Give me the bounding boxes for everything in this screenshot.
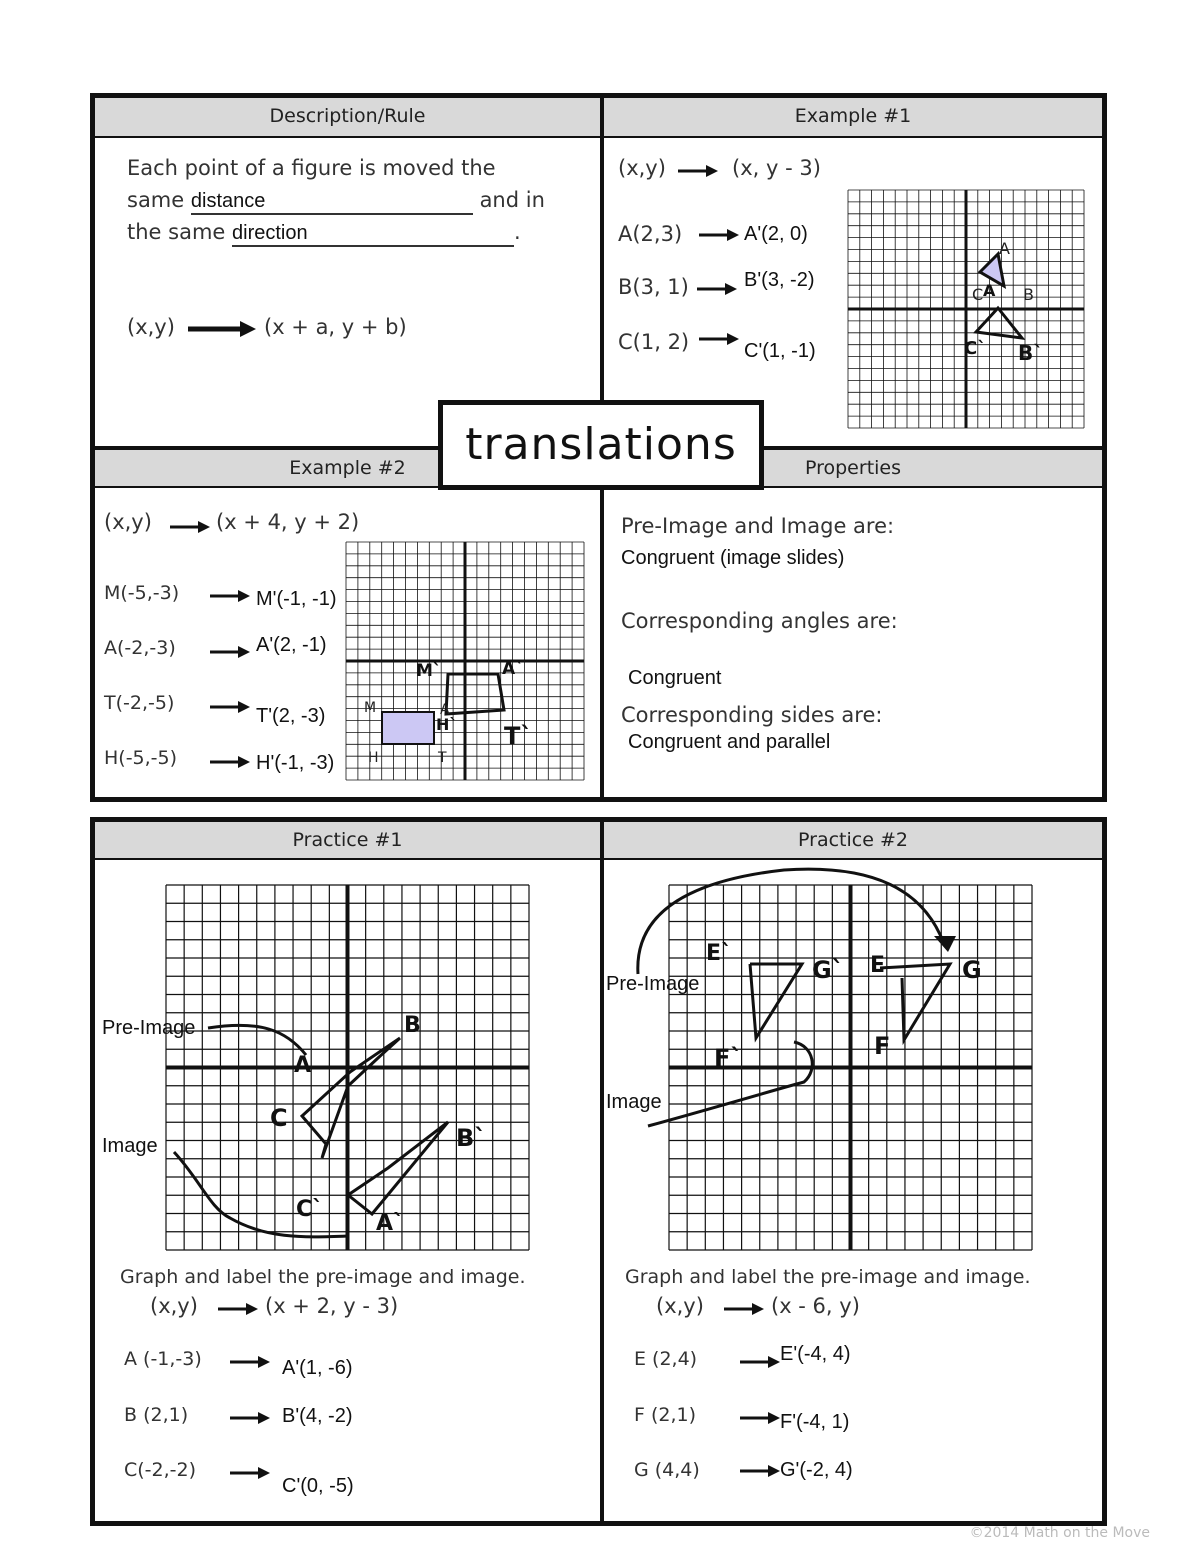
description-rule-arrow-icon bbox=[186, 318, 258, 340]
example2-row0-image: M'(-1, -1) bbox=[256, 588, 337, 610]
practice2-translation-arrow-curve bbox=[638, 869, 944, 974]
description-line2 bbox=[127, 188, 545, 215]
practice1-label-c: C bbox=[270, 1104, 288, 1132]
example2-row3-image: H'(-1, -3) bbox=[256, 752, 335, 774]
description-line2-suffix: and in bbox=[479, 188, 545, 212]
properties-a2: Congruent bbox=[628, 667, 722, 689]
example2-label-t-prime: T` bbox=[504, 722, 533, 750]
direction-blank bbox=[232, 220, 514, 247]
practice1-graph-marks bbox=[90, 860, 600, 1260]
example2-header: Example #2 bbox=[95, 450, 600, 488]
example1-label-b-prime: B` bbox=[1018, 341, 1044, 365]
practice1-label-a-prime: A` bbox=[376, 1211, 405, 1236]
practice2-row0-pre: E (2,4) bbox=[634, 1348, 698, 1370]
properties-a1: Congruent (image slides) bbox=[621, 547, 845, 569]
description-rule-left: (x,y) bbox=[127, 315, 175, 339]
example1-header: Example #1 bbox=[604, 98, 1102, 138]
practice1-row1-pre: B (2,1) bbox=[124, 1404, 189, 1426]
practice2-rule-arrow-icon bbox=[722, 1300, 766, 1318]
practice2-label-f-prime: F` bbox=[714, 1044, 743, 1072]
practice2-instruction: Graph and label the pre-image and image. bbox=[625, 1266, 1031, 1288]
example1-rule-arrow-icon bbox=[676, 162, 720, 180]
practice1-row1-image: B'(4, -2) bbox=[282, 1405, 353, 1427]
practice1-label-b: B bbox=[404, 1013, 421, 1038]
example1-row2-pre: C(1, 2) bbox=[618, 330, 690, 354]
example1-row2-arrow-icon bbox=[697, 330, 741, 348]
practice1-preimage-arrow-curve bbox=[208, 1025, 306, 1055]
description-line1: Each point of a figure is moved the bbox=[127, 156, 496, 180]
practice1-image-shape bbox=[348, 1122, 448, 1214]
practice2-row1-image: F'(-4, 1) bbox=[780, 1411, 850, 1433]
example1-row0-pre: A(2,3) bbox=[618, 222, 683, 246]
direction-answer: direction bbox=[232, 222, 308, 244]
description-header: Description/Rule bbox=[95, 98, 600, 138]
practice2-row0-image: E'(-4, 4) bbox=[780, 1343, 851, 1365]
example2-row3-pre: H(-5,-5) bbox=[104, 747, 178, 769]
practice2-label-e: E bbox=[870, 953, 886, 978]
example2-label-m: M bbox=[364, 700, 377, 716]
practice2-image-triangle bbox=[750, 964, 802, 1038]
example2-label-h-prime: H` bbox=[436, 715, 458, 734]
copyright-footer: ©2014 Math on the Move bbox=[969, 1525, 1150, 1541]
practice2-translation-arrowhead-icon bbox=[934, 936, 956, 952]
example1-rule-right: (x, y - 3) bbox=[732, 156, 821, 180]
practice1-preimage-label: Pre-Image bbox=[102, 1017, 196, 1039]
example2-row3-arrow-icon bbox=[208, 753, 252, 771]
practice1-label-c-prime: C` bbox=[296, 1197, 324, 1222]
example1-image-triangle bbox=[976, 308, 1022, 338]
distance-answer: distance bbox=[190, 190, 266, 212]
practice2-image-label: Image bbox=[606, 1091, 662, 1113]
practice1-row2-arrow-icon bbox=[228, 1464, 272, 1482]
example1-row0-arrow-icon bbox=[697, 226, 741, 244]
example2-label-h: H bbox=[368, 750, 379, 766]
practice1-header: Practice #1 bbox=[95, 822, 600, 860]
practice2-row1-pre: F (2,1) bbox=[634, 1404, 697, 1426]
example1-row1-image: B'(3, -2) bbox=[744, 269, 815, 291]
example2-row2-pre: T(-2,-5) bbox=[104, 692, 175, 714]
example1-label-b: B bbox=[1023, 285, 1034, 304]
example2-label-m-prime: M` bbox=[416, 661, 442, 681]
practice2-label-e-prime: E` bbox=[706, 941, 733, 966]
example2-row0-arrow-icon bbox=[208, 587, 252, 605]
example2-row1-arrow-icon bbox=[208, 643, 252, 661]
example1-label-c-prime: C` bbox=[964, 338, 987, 359]
practice1-row0-arrow-icon bbox=[228, 1353, 272, 1371]
practice2-preimage-triangle bbox=[880, 964, 950, 1040]
description-rule-right: (x + a, y + b) bbox=[264, 315, 407, 339]
example2-label-a-prime: A` bbox=[502, 659, 524, 679]
practice2-row0-arrow-icon bbox=[738, 1353, 782, 1371]
practice2-row1-arrow-icon bbox=[738, 1409, 782, 1427]
example1-label-a-prime: A bbox=[983, 281, 996, 300]
example1-row2-image: C'(1, -1) bbox=[744, 340, 816, 362]
example2-row1-pre: A(-2,-3) bbox=[104, 637, 176, 659]
practice2-label-f: F bbox=[874, 1032, 891, 1060]
example2-rule-right: (x + 4, y + 2) bbox=[216, 510, 360, 534]
practice2-rule-right: (x - 6, y) bbox=[771, 1294, 860, 1318]
properties-q1: Pre-Image and Image are: bbox=[621, 514, 895, 538]
example1-label-a: A bbox=[999, 239, 1010, 258]
example1-row1-pre: B(3, 1) bbox=[618, 275, 689, 299]
practice2-row2-arrow-icon bbox=[738, 1462, 782, 1480]
practice2-graph-marks bbox=[604, 860, 1102, 1260]
properties-q2: Corresponding angles are: bbox=[621, 609, 898, 633]
description-line2-prefix: same bbox=[127, 188, 185, 212]
example2-row1-image: A'(2, -1) bbox=[256, 634, 327, 656]
example2-graph-marks bbox=[346, 542, 584, 780]
practice1-row2-pre: C(-2,-2) bbox=[124, 1459, 197, 1481]
practice2-row2-image: G'(-2, 4) bbox=[780, 1459, 853, 1481]
example2-preimage-rectangle bbox=[382, 712, 434, 744]
practice2-label-g-prime: G` bbox=[812, 956, 844, 984]
practice1-instruction: Graph and label the pre-image and image. bbox=[120, 1266, 526, 1288]
practice1-row0-pre: A (-1,-3) bbox=[124, 1348, 202, 1370]
practice2-header: Practice #2 bbox=[604, 822, 1102, 860]
properties-q3: Corresponding sides are: bbox=[621, 703, 883, 727]
practice1-image-arrow-curve bbox=[174, 1152, 348, 1237]
example2-label-t: T bbox=[438, 750, 447, 766]
practice1-row0-image: A'(1, -6) bbox=[282, 1357, 353, 1379]
example1-row0-image: A'(2, 0) bbox=[744, 223, 808, 245]
practice1-rule-left: (x,y) bbox=[150, 1294, 198, 1318]
example2-label-a: A bbox=[440, 702, 450, 718]
practice2-rule-left: (x,y) bbox=[656, 1294, 704, 1318]
description-line3-prefix: the same bbox=[127, 220, 226, 244]
example1-rule-left: (x,y) bbox=[618, 156, 666, 180]
practice2-row2-pre: G (4,4) bbox=[634, 1459, 700, 1481]
example1-label-c: C bbox=[972, 285, 984, 304]
example1-row1-arrow-icon bbox=[695, 280, 739, 298]
practice2-label-g: G bbox=[962, 956, 982, 984]
example1-graph-marks bbox=[848, 190, 1084, 428]
practice1-rule-arrow-icon bbox=[216, 1300, 260, 1318]
practice1-label-a: A bbox=[294, 1053, 312, 1078]
example2-row2-image: T'(2, -3) bbox=[256, 705, 326, 727]
practice1-image-label: Image bbox=[102, 1135, 158, 1157]
example2-rule-left: (x,y) bbox=[104, 510, 152, 534]
practice1-preimage-shape bbox=[302, 1038, 400, 1158]
example2-rule-arrow-icon bbox=[168, 518, 212, 536]
properties-a3: Congruent and parallel bbox=[628, 731, 831, 753]
properties-header: Properties bbox=[604, 450, 1102, 488]
practice1-row1-arrow-icon bbox=[228, 1409, 272, 1427]
practice1-row2-image: C'(0, -5) bbox=[282, 1475, 354, 1497]
example2-row2-arrow-icon bbox=[208, 698, 252, 716]
example2-row0-pre: M(-5,-3) bbox=[104, 582, 180, 604]
practice1-rule-right: (x + 2, y - 3) bbox=[265, 1294, 399, 1318]
practice1-label-b-prime: B` bbox=[456, 1124, 487, 1152]
distance-blank bbox=[191, 188, 473, 215]
practice2-preimage-label: Pre-Image bbox=[606, 973, 700, 995]
example2-image-quadrilateral bbox=[446, 674, 504, 714]
description-line3: the same direction . bbox=[127, 220, 521, 247]
page-title: translations bbox=[438, 400, 764, 490]
